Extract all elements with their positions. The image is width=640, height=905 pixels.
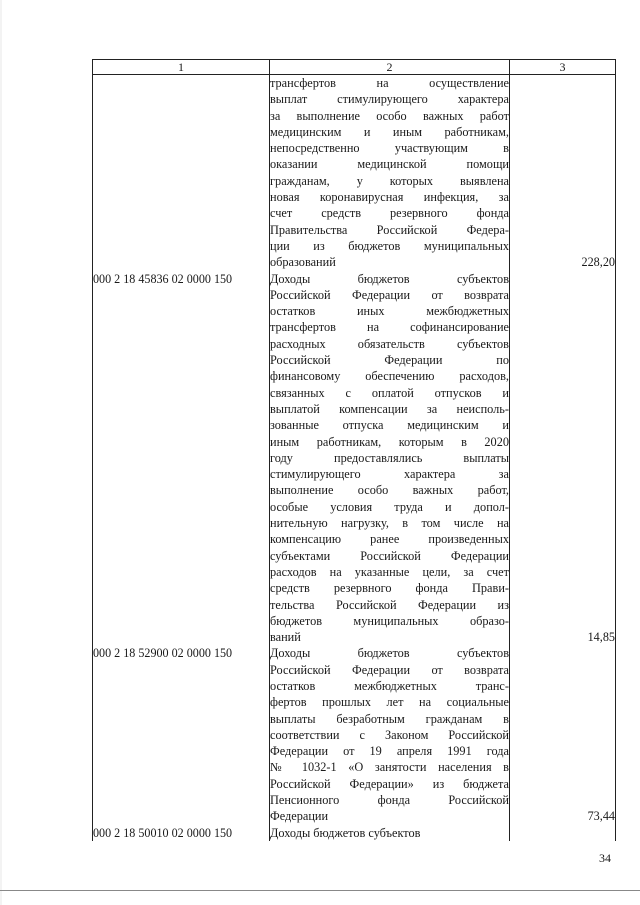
description-line: расходов на указанные цели, за счет <box>270 564 509 579</box>
description-line: непосредственно участвующим в <box>270 141 509 156</box>
table-row <box>93 825 616 841</box>
header-col-3: 3 <box>510 60 616 75</box>
table-row <box>93 271 616 646</box>
description-line: счет средств резервного фонда <box>270 206 509 221</box>
description-line: медицинским и иным работникам, <box>270 124 509 139</box>
description-line: субъектами Российской Федерации <box>270 548 509 563</box>
bottom-rule <box>0 890 640 891</box>
description-line: ции из бюджетов муниципальных <box>270 238 509 253</box>
description-line: Пенсионного фонда Российской <box>270 793 509 808</box>
page-number: 34 <box>599 851 611 865</box>
description-line: Правительства Российской Федера- <box>270 222 509 237</box>
description-cell <box>270 825 510 841</box>
amount-cell <box>510 75 616 271</box>
description-line: оказании медицинской помощи <box>270 157 509 172</box>
description-line: остатков межбюджетных транс- <box>270 678 509 693</box>
description-line: новая коронавирусная инфекция, за <box>270 190 509 205</box>
description-line: Российской Федерации по <box>270 353 509 368</box>
budget-code-cell <box>93 271 270 646</box>
description-line: компенсацию ранее произведенных <box>270 532 509 547</box>
description-line: средств резервного фонда Прави- <box>270 581 509 596</box>
description-line: бюджетов муниципальных образо- <box>270 613 509 628</box>
description-line: Российской Федерации» из бюджета <box>270 776 509 791</box>
budget-code: 000 2 18 50010 02 0000 150 <box>93 825 233 840</box>
amount-cell <box>510 271 616 646</box>
description-line: остатков иных межбюджетных <box>270 304 509 319</box>
description-line: расходных обязательств субъектов <box>270 336 509 351</box>
description-line: Федерации <box>270 809 329 824</box>
amount-value: 228,20 <box>581 255 615 270</box>
description-line: за выполнение особо важных работ <box>270 108 509 123</box>
description-line: трансфертов на осуществление <box>270 76 509 90</box>
description-line: стимулирующего характера за <box>270 467 509 482</box>
description-line: фертов прошлых лет на социальные <box>270 695 509 710</box>
description-line: иным работникам, которым в 2020 <box>270 434 509 449</box>
description-line: трансфертов на софинансирование <box>270 320 509 335</box>
description-line: тельства Российской Федерации из <box>270 597 509 612</box>
description-line: Федерации от 19 апреля 1991 года <box>270 744 509 759</box>
description-line: выплат стимулирующего характера <box>270 92 509 107</box>
table-row <box>93 75 616 271</box>
description-line: образований <box>270 255 336 270</box>
table-header-row <box>93 60 616 75</box>
budget-code-cell <box>93 645 270 824</box>
amount-value: 14,85 <box>587 630 615 645</box>
description-line: Доходы бюджетов субъектов <box>270 271 509 286</box>
description-cell <box>270 645 510 824</box>
description-line: связанных с оплатой отпусков и <box>270 385 509 400</box>
description-line: № 1032-1 «О занятости населения в <box>270 760 509 775</box>
amount-cell <box>510 645 616 824</box>
description-line: нительную нагрузку, в том числе на <box>270 516 509 531</box>
description-line: Доходы бюджетов субъектов <box>270 825 421 840</box>
description-cell <box>270 271 510 646</box>
description-cell <box>270 75 510 271</box>
budget-table <box>92 59 616 841</box>
description-line: зованные отпуска медицинским и <box>270 418 509 433</box>
table-row <box>93 645 616 824</box>
table-body <box>93 75 616 841</box>
description-line: выполнение особо важных работ, <box>270 483 509 498</box>
description-line: соответствии с Законом Российской <box>270 727 509 742</box>
description-line: Российской Федерации от возврата <box>270 287 509 302</box>
description-line: выплаты безработным гражданам в <box>270 711 509 726</box>
description-line: гражданам, у которых выявлена <box>270 173 509 188</box>
budget-code-cell <box>93 75 270 271</box>
description-line: выплатой компенсации за неисполь- <box>270 401 509 416</box>
header-col-1: 1 <box>93 60 270 75</box>
budget-code: 000 2 18 45836 02 0000 150 <box>93 271 233 286</box>
description-line: году предоставлялись выплаты <box>270 450 509 465</box>
amount-value: 73,44 <box>587 809 615 824</box>
description-line: особые условия труда и допол- <box>270 499 509 514</box>
description-line: ваний <box>270 630 301 645</box>
description-line: Доходы бюджетов субъектов <box>270 646 509 661</box>
description-line: Российской Федерации от возврата <box>270 662 509 677</box>
header-col-2: 2 <box>270 60 510 75</box>
scan-edge <box>0 0 2 905</box>
description-line: финансовому обеспечению расходов, <box>270 369 509 384</box>
budget-code: 000 2 18 52900 02 0000 150 <box>93 646 233 661</box>
amount-cell <box>510 825 616 841</box>
budget-code-cell <box>93 825 270 841</box>
